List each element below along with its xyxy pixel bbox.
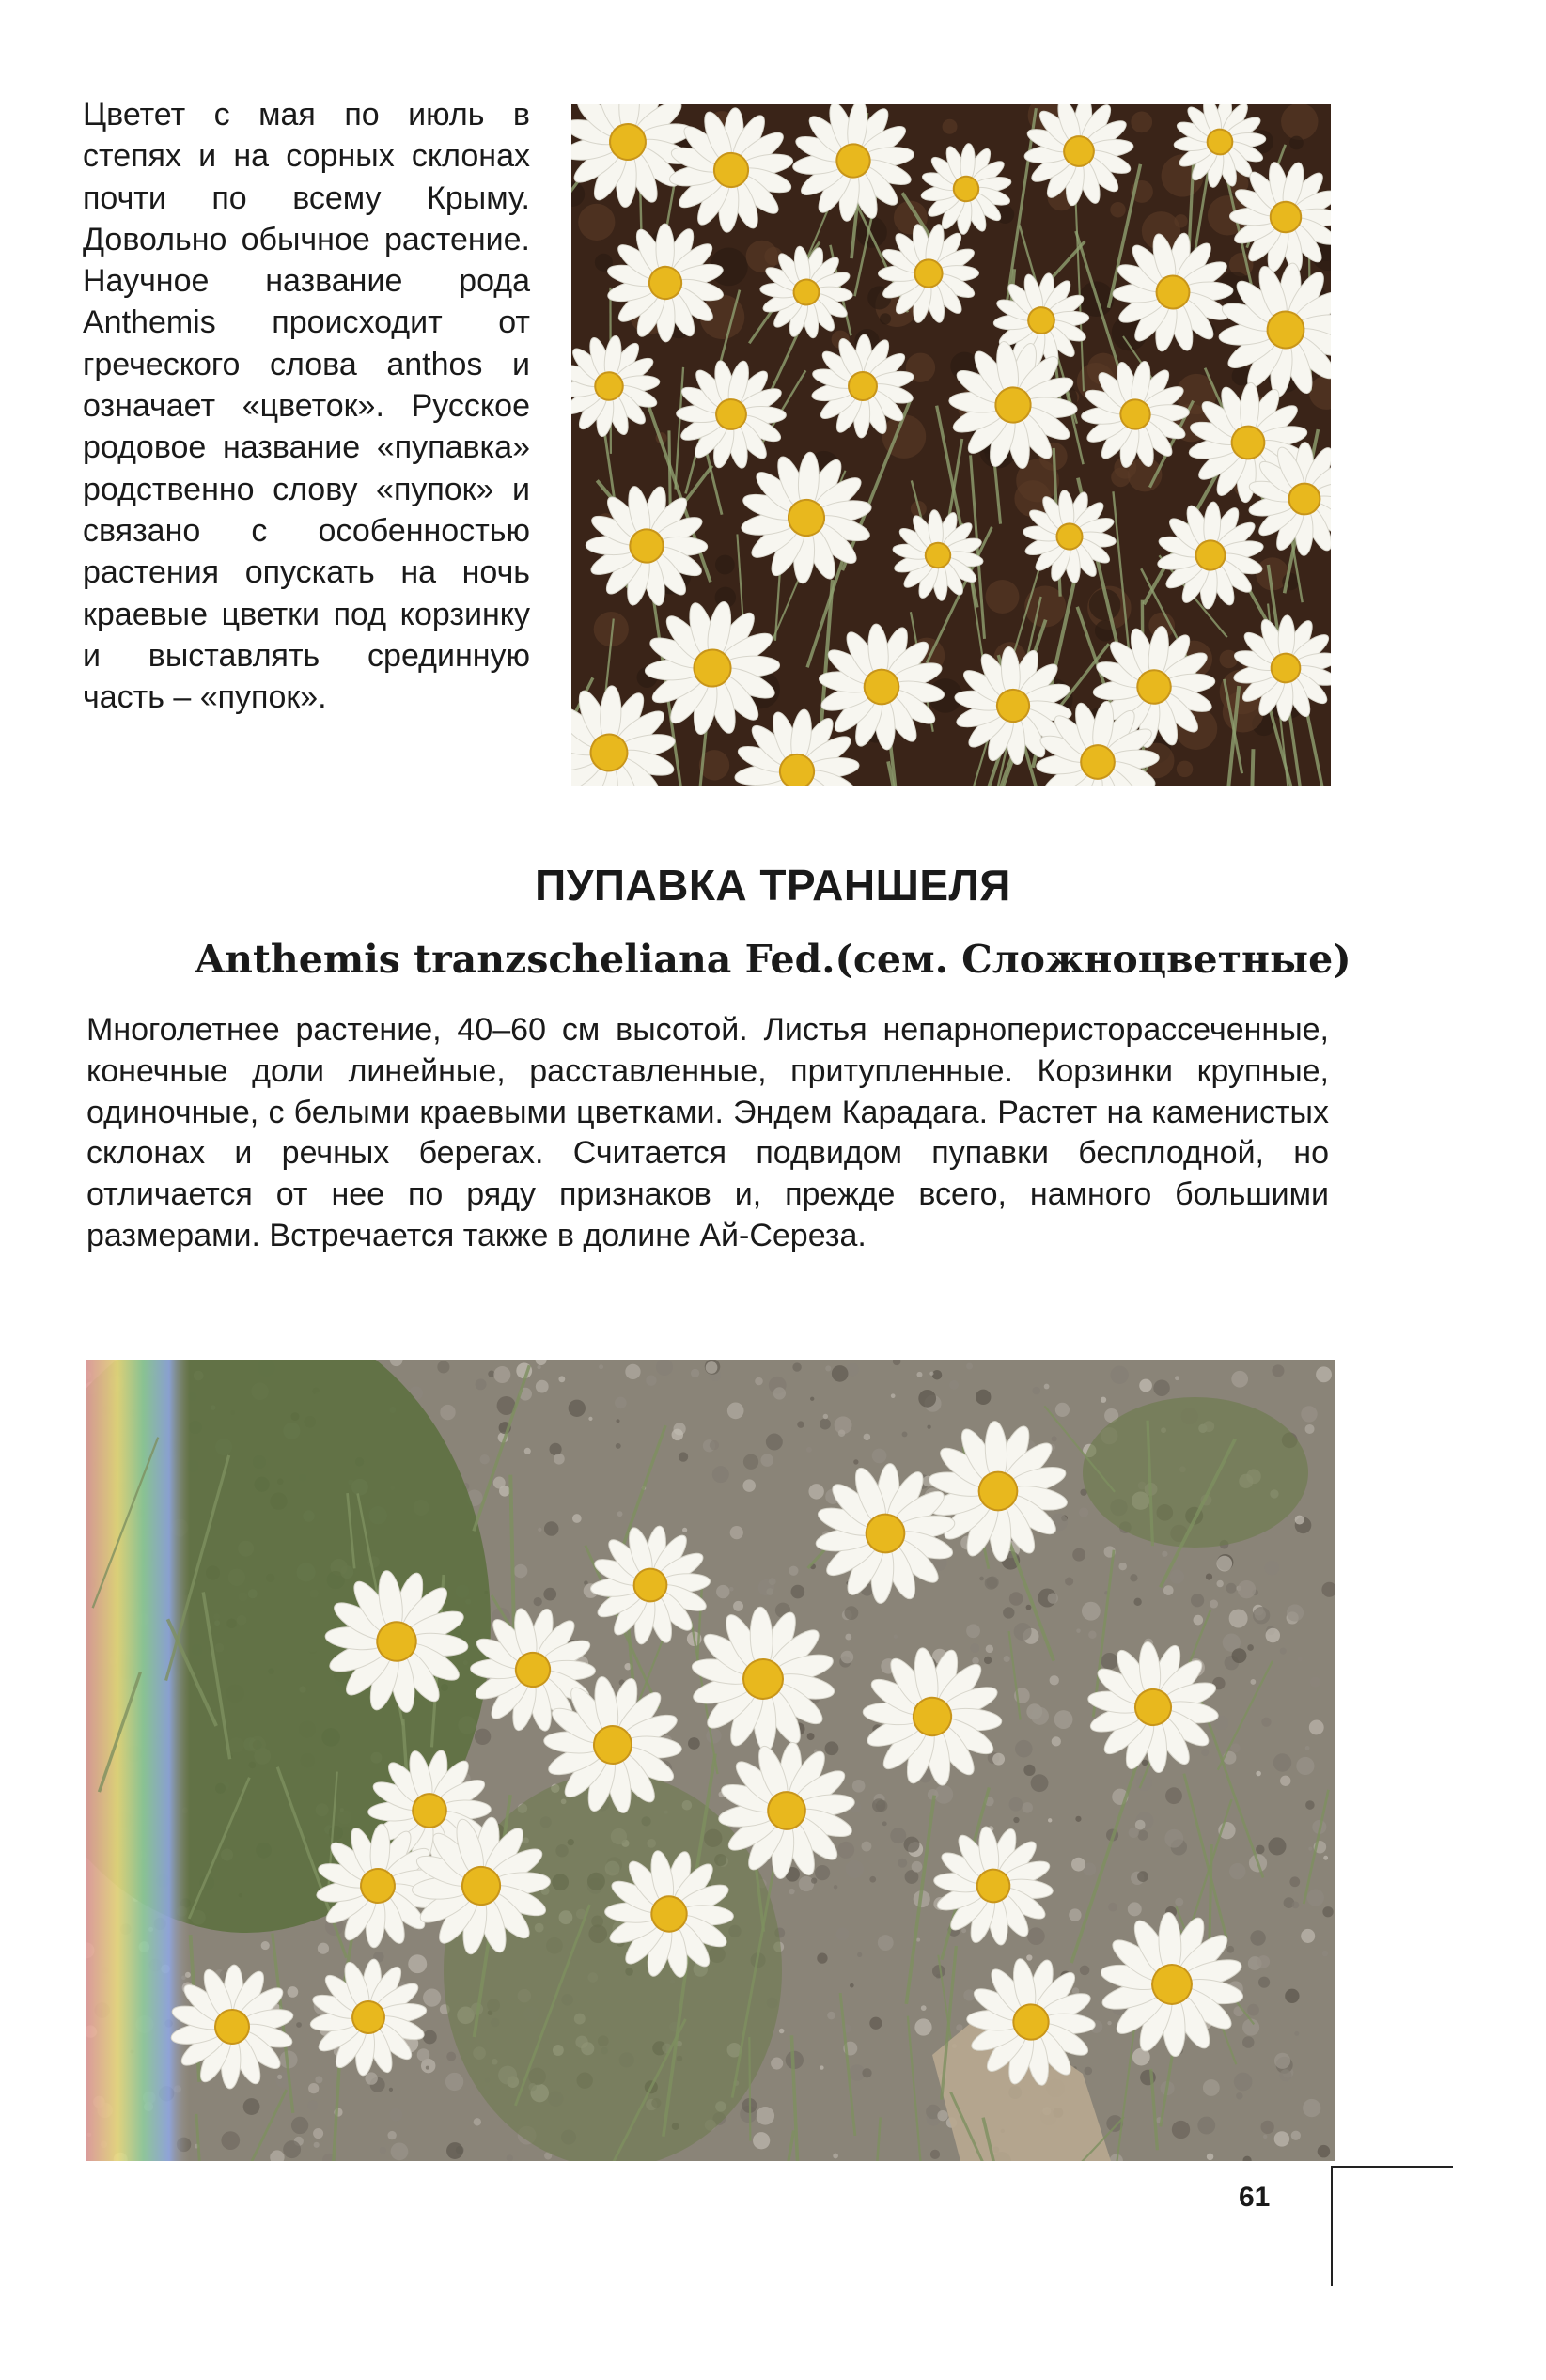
page-number: 61 — [1239, 2182, 1271, 2213]
bottom-daisy-photo — [86, 1360, 1335, 2161]
intro-paragraph: Цветет с мая по июль в степях и на сорных склонах почти по всему Крыму. Довольно обычное растение. Научное название рода Anthemis происходит от греческого слова anthos и означает «цветок». Русское родовое название «пупавка» родственно слову «пупок» и связано с особенностью растения опускать на ночь краевые цветки под корзинку и выставлять срединную часть – «пупок». — [83, 97, 530, 716]
latin-name-subtitle: Anthemis tranzscheliana Fed.(сем. Сложноцветные) — [195, 937, 1351, 982]
intro-text-block — [83, 94, 530, 718]
page-title: ПУПАВКА ТРАНШЕЛЯ — [535, 861, 1011, 910]
crop-mark-vertical — [1331, 2166, 1333, 2286]
species-description: Многолетнее растение, 40–60 см высотой. Листья непарноперисторассеченные, конечные доли линейные, расставленные, притупленные. Корзинки крупные, одиночные, с белыми краевыми цветками. Эндем Карадага. Растет на каменистых склонах и речных берегах. Считается подвидом пупавки бесплодной, но отличается от нее по ряду признаков и, прежде всего, намного большими размерами. Встречается также в долине Ай-Сереза. — [86, 1012, 1329, 1253]
top-daisy-photo — [571, 104, 1331, 786]
crop-mark-horizontal — [1331, 2166, 1453, 2168]
